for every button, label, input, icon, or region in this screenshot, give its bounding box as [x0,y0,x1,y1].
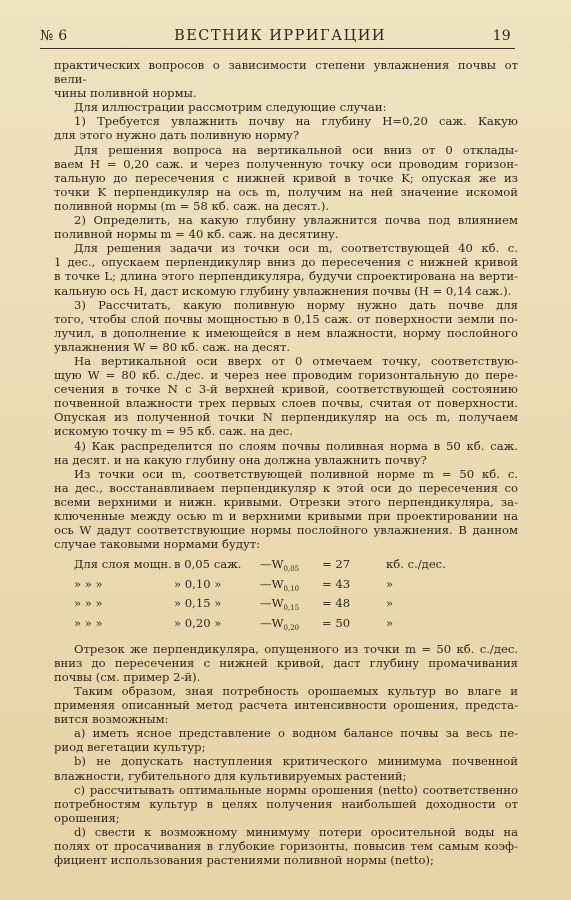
text-line: влажности, губительного для культивируемых растений; [54,768,407,783]
norm-unit: » [386,596,394,611]
journal-title: ВЕСТНИК ИРРИГАЦИИ [174,28,387,44]
table-row [74,596,518,616]
w-subscript: 0,20 [283,624,300,633]
text-line: 1 дес., опускаем перпендикуляр вниз до пересечения с нижней кривой [54,255,518,270]
text-line: в точке L; длина этого перпендикуляра, будучи спроектирована на верти- [54,269,518,284]
text-line: 1) Требуется увлажнить почву на глубину H=0,20 саж. Какую [74,114,518,129]
text-line: кальную ось H, даст искомую глубину увлажнения почвы (H = 0,14 саж.). [54,283,512,298]
text-line: почвы (см. пример 2-й). [54,669,201,684]
layer-label: » » » [74,576,103,591]
table-row [74,616,518,636]
text-line: поливной нормы (m = 58 кб. саж. на десят.). [54,198,330,213]
text-line: 3) Рассчитать, какую поливную норму нужно дать почве для [74,297,518,312]
text-line: чины поливной нормы. [54,86,197,101]
w-symbol [260,557,322,577]
text-line: 4) Как распределится по слоям почвы поливная норма в 50 кб. саж. [74,438,518,453]
text-line: щую W = 80 кб. с./дес. и через нее проводим горизонтальную до пере- [54,368,518,383]
text-line: увлажнения W = 80 кб. саж. на десят. [54,339,291,354]
header-rule [40,48,515,49]
w-label: —W [260,576,284,591]
text-line: тальную до пересечения с нижней кривой в точке K; опуская же из [54,170,518,185]
text-line: ключенные между осью m и верхними кривыми при проектировании на [54,509,518,523]
norm-unit: кб. с./дес. [386,557,446,572]
text-line: на дес., восстанавливаем перпендикуляр к этой оси до пересечения со [54,480,518,495]
text-line: c) рассчитывать оптимальные нормы орошения (netto) соответственно [74,782,518,797]
w-symbol [260,596,322,616]
norm-value: = 50 [322,616,351,631]
text-line: сечения в точке N с 3-й верхней кривой, соответствующей состоянию [54,382,518,397]
w-label: —W [260,596,284,611]
norm-value: = 43 [322,576,351,591]
text-line: на десят. и на какую глубину она должна увлажнить почву? [54,452,427,467]
layer-depth: » 0,20 » [174,616,222,631]
w-symbol [260,577,322,597]
norm-unit: » [386,576,394,591]
w-symbol [260,616,322,636]
text-line: Для иллюстрации рассмотрим следующие случаи: [74,100,387,115]
text-line: Для решения задачи из точки оси m, соответствующей 40 кб. с. [74,241,518,256]
layer-label: » » » [74,596,103,611]
text-line: искомую точку m = 95 кб. саж. на дес. [54,424,293,439]
article-body [54,58,518,867]
page-header [40,22,511,44]
w-subscript: 0,05 [283,565,300,574]
text-line: d) свести к возможному минимуму потери оросительной воды на [74,824,518,839]
text-line: 2) Определить, на какую глубину увлажнится почва под влиянием [74,213,518,228]
text-line: На вертикальной оси вверх от 0 отмечаем точку, соответствую- [74,353,518,368]
text-block-top [54,58,518,551]
text-line: фициент использования растениями поливной нормы (netto); [54,853,434,868]
text-line: ваем H = 0,20 саж. и через полученную точку оси проводим горизон- [54,156,518,171]
w-subscript: 0,15 [283,604,300,613]
layer-depth: в 0,05 саж. [174,557,242,572]
text-line: Отрезок же перпендикуляра, опущенного из точки m = 50 кб. с./дес. [74,641,518,656]
text-line: потребностям культур в целях получения наибольшей доходности от [54,796,518,811]
text-block-bottom [54,642,518,868]
page-number: 19 [492,28,511,44]
text-line: применяя описанный метод расчета интенсивности орошения, предста- [54,698,518,713]
norm-unit: » [386,616,394,631]
text-line: случае таковыми нормами будут: [54,537,261,552]
text-line: всеми верхними и нижн. кривыми. Отрезки этого перпендикуляра, за- [54,494,518,509]
text-line: того, чтобы слой почвы мощностью в 0,15 саж. от поверхности земли по- [54,311,518,326]
text-line: практических вопросов о зависимости степени увлажнения почвы от вели- [54,58,518,87]
table-row [74,577,518,597]
text-line: вится возможным: [54,712,169,727]
text-line: Из точки оси m, соответствующей поливной норме m = 50 кб. с. [74,466,518,481]
layer-depth: » 0,15 » [174,596,222,611]
text-line: для этого нужно дать поливную норму? [54,128,300,143]
table-row [74,557,518,577]
text-line: риод вегетации культур; [54,740,206,755]
norm-value: = 48 [322,596,351,611]
text-line: Таким образом, зная потребность орошаемых культур во влаге и [74,683,518,698]
issue-number: № 6 [40,28,68,44]
norms-table [74,557,518,635]
text-line: лучил, в дополнение к имеющейся в нем влажности, норму послойного [54,325,518,340]
text-line: ось W дадут соответствующие нормы послойного увлажнения. В данном [54,523,518,538]
text-line: полях от просачивания в глубокие горизонты, повысив тем самым коэф- [54,838,518,853]
text-line: вниз до пересечения с нижней кривой, даст глубину промачивания [54,655,518,670]
layer-depth: » 0,10 » [174,576,222,591]
text-line: Для решения вопроса на вертикальной оси вниз от 0 отклады- [74,142,518,157]
w-subscript: 0,10 [283,584,300,593]
layer-label: » » » [74,616,103,631]
w-label: —W [260,557,284,572]
text-line: точки K перпендикуляр на ось m, получим на ней значение искомой [54,184,518,199]
norm-value: = 27 [322,557,351,572]
w-label: —W [260,616,284,631]
text-line: b) не допускать наступления критического минимума почвенной [74,754,518,769]
text-line: почвенной влажности трех первых слоев почвы, считая от поверхности. [54,396,518,411]
text-line: Опуская из полученной точки N перпендикуляр на ось m, получаем [54,410,518,425]
text-line: поливной нормы m = 40 кб. саж. на десятину. [54,227,339,242]
layer-label: Для слоя мощн. [74,557,172,572]
text-line: орошения; [54,810,120,825]
text-line: a) иметь ясное представление о водном балансе почвы за весь пе- [74,726,518,741]
